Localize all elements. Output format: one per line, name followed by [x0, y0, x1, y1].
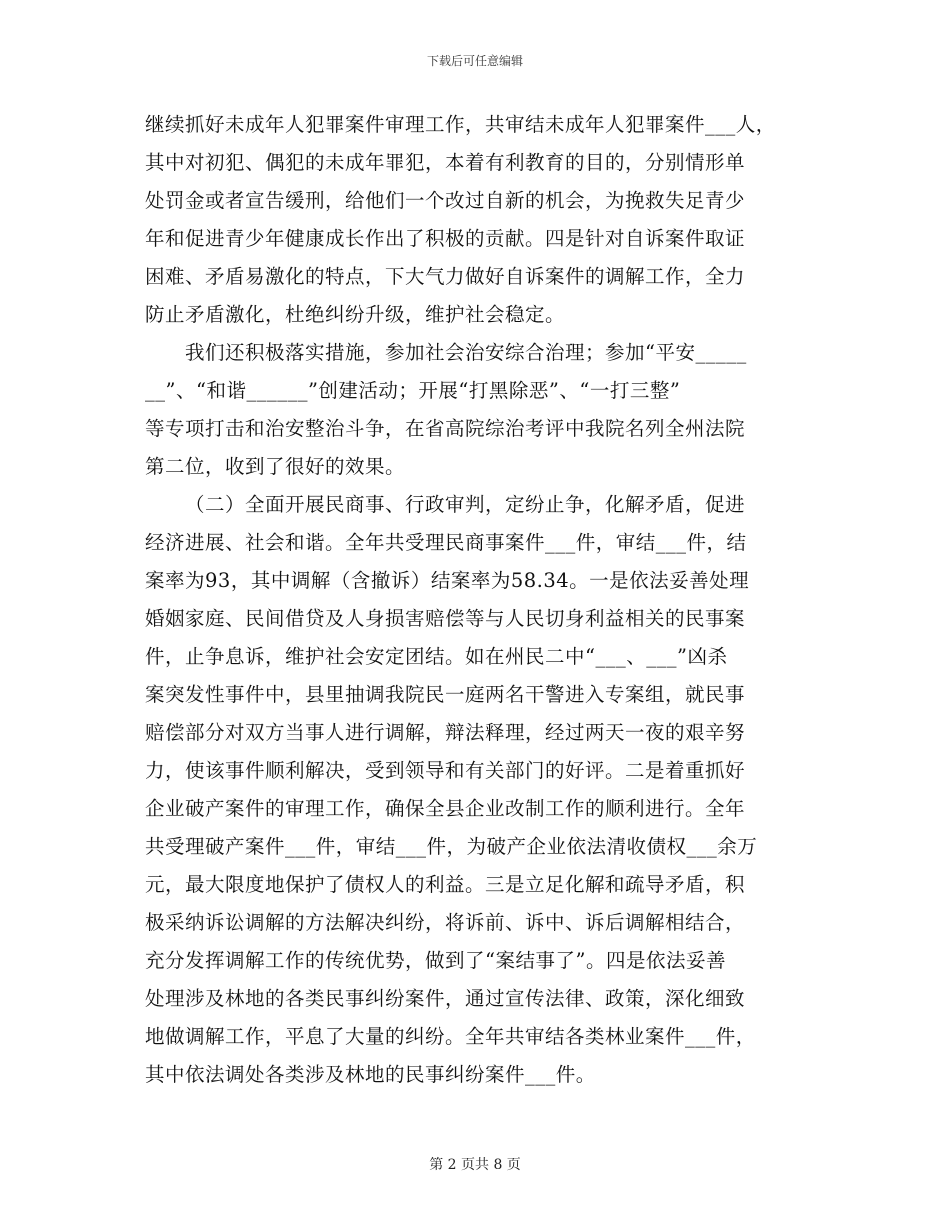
document-body [145, 106, 815, 1094]
body-line: 共受理破产案件___件，审结___件，为破产企业依法清收债权___余万 [145, 835, 758, 858]
body-line: 其中对初犯、偶犯的未成年罪犯，本着有利教育的目的，分别情形单 [145, 151, 746, 174]
body-line: 年和促进青少年健康成长作出了积极的贡献。四是针对自诉案件取证 [145, 227, 746, 250]
body-line: 案率为93，其中调解（含撤诉）结案率为58.34。一是依法妥善处理 [145, 569, 750, 592]
body-line: 婚姻家庭、民间借贷及人身损害赔偿等与人民切身利益相关的民事案 [145, 607, 746, 630]
body-line: 我们还积极落实措施，参加社会治安综合治理；参加“平安_____ [185, 341, 747, 364]
body-line: 充分发挥调解工作的传统优势，做到了“案结事了”。四是依法妥善 [145, 949, 726, 972]
body-line: 防止矛盾激化，杜绝纠纷升级，维护社会稳定。 [145, 303, 566, 326]
body-line: 企业破产案件的审理工作，确保全县企业改制工作的顺利进行。全年 [145, 797, 746, 820]
body-line: 元，最大限度地保护了债权人的利益。三是立足化解和疏导矛盾，积 [145, 873, 746, 896]
page-header: 下载后可任意编辑 [426, 54, 523, 68]
body-line: 件，止争息诉，维护社会安定团结。如在州民二中“___、___”凶杀 [145, 645, 728, 668]
body-line: 极采纳诉讼调解的方法解决纠纷，将诉前、诉中、诉后调解相结合， [145, 911, 746, 934]
body-line: 案突发性事件中，县里抽调我院民一庭两名干警进入专案组，就民事 [145, 683, 746, 706]
body-line: 地做调解工作，平息了大量的纠纷。全年共审结各类林业案件___件， [145, 1025, 756, 1048]
body-line: 处理涉及林地的各类民事纠纷案件，通过宣传法律、政策，深化细致 [145, 987, 746, 1010]
body-line: __”、“和谐______”创建活动；开展“打黑除恶”、“一打三整” [145, 379, 681, 402]
body-line: 其中依法调处各类涉及林地的民事纠纷案件___件。 [145, 1063, 596, 1086]
body-line: 赔偿部分对双方当事人进行调解，辩法释理，经过两天一夜的艰辛努 [145, 721, 746, 744]
body-line: 力，使该事件顺利解决，受到领导和有关部门的好评。二是着重抓好 [145, 759, 746, 782]
body-line: （二）全面开展民商事、行政审判，定纷止争，化解矛盾，促进 [185, 493, 746, 516]
body-line: 处罚金或者宣告缓刑，给他们一个改过自新的机会，为挽救失足青少 [145, 189, 746, 212]
body-line: 经济进展、社会和谐。全年共受理民商事案件___件，审结___件，结 [145, 531, 747, 554]
body-line: 继续抓好未成年人犯罪案件审理工作，共审结未成年人犯罪案件___人， [145, 113, 776, 136]
body-line: 第二位，收到了很好的效果。 [145, 455, 406, 478]
page-footer: 第 2 页共 8 页 [429, 1157, 521, 1173]
body-line: 困难、矛盾易激化的特点，下大气力做好自诉案件的调解工作，全力 [145, 265, 746, 288]
body-line: 等专项打击和治安整治斗争，在省高院综治考评中我院名列全州法院 [145, 417, 746, 440]
